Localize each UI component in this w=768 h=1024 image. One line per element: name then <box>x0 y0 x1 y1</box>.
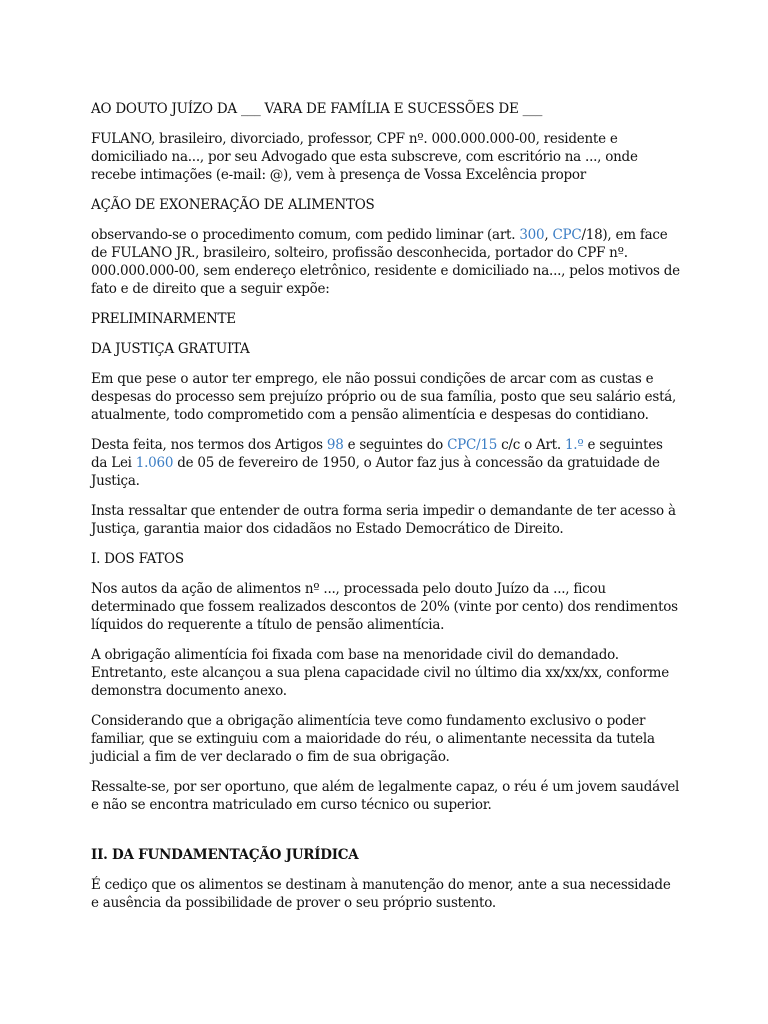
art-300-link[interactable]: 300 <box>519 227 545 243</box>
cpc-15-link[interactable]: CPC/15 <box>447 437 498 453</box>
justice-text-1: Desta feita, nos termos dos Artigos <box>91 437 327 453</box>
cpc-link[interactable]: CPC <box>552 227 582 243</box>
justice-paragraph-1: Em que pese o autor ter emprego, ele não possui condições de arcar com as custas e despesas do processo sem prejuízo próprio ou de sua família, posto que seu salário está, atualmente, todo comprometido com a pensão alimentícia e despesas do contidiano. <box>91 371 677 423</box>
justice-heading: DA JUSTIÇA GRATUITA <box>91 341 250 357</box>
lei-1060-link[interactable]: 1.060 <box>135 455 174 471</box>
justice-paragraph-3: Insta ressaltar que entender de outra forma seria impedir o demandante de ter acesso à Justiça, garantia maior dos cidadãos no Estado Democrático de Direito. <box>91 503 676 537</box>
facts-paragraph-2: A obrigação alimentícia foi fixada com base na menoridade civil do demandado. Entretanto, este alcançou a sua plena capacidade civil no último dia xx/xx/xx, conforme demonstra documento anexo. <box>91 647 669 699</box>
procedure-paragraph <box>91 226 681 298</box>
section-gap <box>91 826 681 846</box>
action-title: AÇÃO DE EXONERAÇÃO DE ALIMENTOS <box>91 197 375 213</box>
procedure-text-1: observando-se o procedimento comum, com pedido liminar (art. <box>91 227 520 243</box>
facts-paragraph-4: Ressalte-se, por ser oportuno, que além de legalmente capaz, o réu é um jovem saudável e não se encontra matriculado em curso técnico ou superior. <box>91 779 680 813</box>
art-98-link[interactable]: 98 <box>326 437 344 453</box>
justice-text-2: e seguintes do <box>343 437 448 453</box>
preliminary-heading: PRELIMINARMENTE <box>91 311 236 327</box>
procedure-text-3: /18), em face de FULANO JR., brasileiro, solteiro, profissão desconhecida, portador do CPF nº. 000.000.000-00, sem endereço eletrônico, residente e domiciliado na..., pelos motivos de fato e de direito que a seguir expõe: <box>91 227 680 297</box>
legal-paragraph-1: É cediço que os alimentos se destinam à manutenção do menor, ante a sua necessidade e ausência da possibilidade de prover o seu próprio sustento. <box>91 877 671 911</box>
facts-paragraph-1: Nos autos da ação de alimentos nº ..., processada pelo douto Juízo da ..., ficou determinado que fossem realizados descontos de 20% (vinte por cento) dos rendimentos líquidos do requerente a título de pensão alimentícia. <box>91 581 678 633</box>
art-1-link[interactable]: 1.º <box>564 437 584 453</box>
justice-text-4: e seguintes da Lei <box>91 437 663 471</box>
facts-heading: I. DOS FATOS <box>91 551 184 567</box>
document-page <box>91 100 681 924</box>
procedure-text-2: , <box>544 227 553 243</box>
intro-paragraph: FULANO, brasileiro, divorciado, professor, CPF nº. 000.000.000-00, residente e domiciliado na..., por seu Advogado que esta subscreve, com escritório na ..., onde recebe intimações (e-mail: @), vem à presença de Vossa Excelência propor <box>91 131 638 183</box>
justice-text-3: c/c o Art. <box>497 437 565 453</box>
court-heading: AO DOUTO JUÍZO DA ___ VARA DE FAMÍLIA E SUCESSÕES DE ___ <box>91 101 543 117</box>
justice-text-5: de 05 de fevereiro de 1950, o Autor faz jus à concessão da gratuidade de Justiça. <box>91 455 660 489</box>
facts-paragraph-3: Considerando que a obrigação alimentícia teve como fundamento exclusivo o poder familiar, que se extinguiu com a maioridade do réu, o alimentante necessita da tutela judicial a fim de ver declarado o fim de sua obrigação. <box>91 713 655 765</box>
justice-paragraph-2 <box>91 436 681 490</box>
legal-heading: II. DA FUNDAMENTAÇÃO JURÍDICA <box>91 847 359 863</box>
